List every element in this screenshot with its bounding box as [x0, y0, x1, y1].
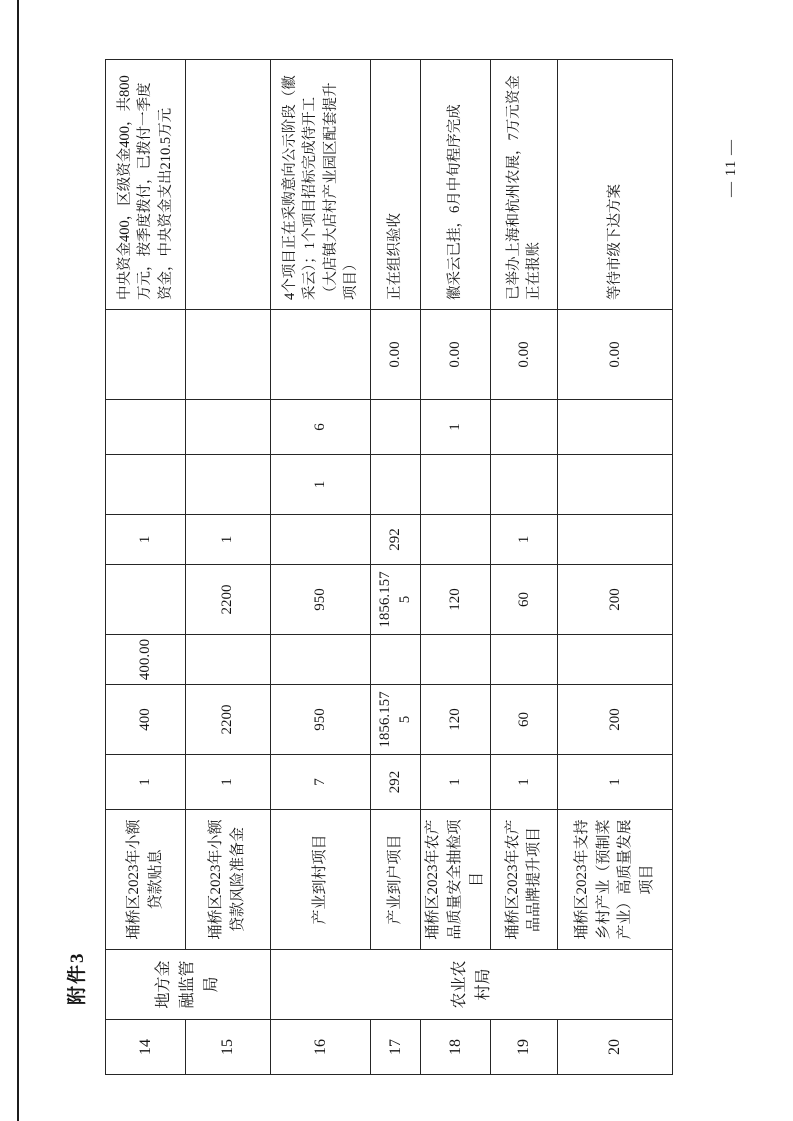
cell-value	[421, 455, 491, 515]
cell-value: 1	[491, 755, 558, 810]
cell-seq: 19	[491, 1020, 558, 1075]
cell-value	[106, 455, 186, 515]
cell-value: 1	[558, 755, 673, 810]
cell-project-name: 埇桥区2023年小额贷款风险准备金	[186, 810, 271, 950]
table-row	[371, 60, 421, 1075]
cell-value: 200	[558, 685, 673, 755]
cell-value	[106, 565, 186, 635]
cell-value: 1	[271, 455, 371, 515]
cell-value: 1	[186, 755, 271, 810]
cell-value	[371, 455, 421, 515]
cell-value: 400	[106, 685, 186, 755]
table-row	[558, 60, 673, 1075]
cell-seq: 15	[186, 1020, 271, 1075]
cell-value: 950	[271, 685, 371, 755]
cell-value: 292	[371, 515, 421, 565]
cell-value	[106, 310, 186, 400]
cell-remark: 中央资金400，区级资金400，共800万元，按季度拨付，已拨付一季度资金，中央资金支出210.5万元	[106, 60, 186, 310]
cell-value: 0.00	[421, 310, 491, 400]
cell-value	[186, 635, 271, 685]
cell-value: 200	[558, 565, 673, 635]
cell-value	[371, 400, 421, 455]
cell-remark: 徽采云已挂，6月中旬程序完成	[421, 60, 491, 310]
cell-value	[558, 400, 673, 455]
cell-value	[491, 400, 558, 455]
cell-value: 60	[491, 685, 558, 755]
cell-value: 120	[421, 565, 491, 635]
cell-value	[421, 515, 491, 565]
table-row	[186, 60, 271, 1075]
table-row	[421, 60, 491, 1075]
cell-seq: 14	[106, 1020, 186, 1075]
scan-edge-artifact	[17, 0, 19, 1121]
cell-value	[271, 515, 371, 565]
cell-value: 6	[271, 400, 371, 455]
cell-value	[491, 455, 558, 515]
cell-value	[371, 635, 421, 685]
cell-project-name: 埇桥区2023年小额贷款贴息	[106, 810, 186, 950]
cell-value: 1	[106, 515, 186, 565]
cell-value	[558, 455, 673, 515]
cell-value	[186, 310, 271, 400]
attachment-label: 附件3	[67, 951, 88, 1005]
cell-project-name: 埇桥区2023年农产品品牌提升项目	[491, 810, 558, 950]
cell-value: 1	[491, 515, 558, 565]
cell-value: 2200	[186, 565, 271, 635]
cell-department: 地方金融监管局	[106, 950, 271, 1020]
cell-value: 120	[421, 685, 491, 755]
cell-value	[186, 455, 271, 515]
cell-value	[558, 635, 673, 685]
cell-value	[491, 635, 558, 685]
cell-seq: 16	[271, 1020, 371, 1075]
cell-value: 400.00	[106, 635, 186, 685]
cell-project-name: 产业到户项目	[371, 810, 421, 950]
cell-value: 0.00	[491, 310, 558, 400]
cell-value: 1	[106, 755, 186, 810]
table-row	[106, 60, 186, 1075]
rotated-content	[60, 55, 760, 1075]
cell-remark: 正在组织验收	[371, 60, 421, 310]
cell-value	[106, 400, 186, 455]
cell-value: 1	[421, 400, 491, 455]
cell-remark	[186, 60, 271, 310]
cell-seq: 20	[558, 1020, 673, 1075]
table-row	[271, 60, 371, 1075]
page-number: — 11 —	[723, 139, 739, 197]
cell-remark: 等待市级下达方案	[558, 60, 673, 310]
cell-remark: 4个项目正在采购意向公示阶段（徽采云）；1个项目招标完成待开工（大店镇大店村产业园区配套提升项目）	[271, 60, 371, 310]
cell-value: 2200	[186, 685, 271, 755]
cell-remark: 已举办上海和杭州农展，7万元资金正在报账	[491, 60, 558, 310]
cell-value: 60	[491, 565, 558, 635]
cell-value: 1	[421, 755, 491, 810]
projects-table	[105, 59, 673, 1075]
cell-project-name: 埇桥区2023年农产品质量安全抽检项目	[421, 810, 491, 950]
cell-value	[421, 635, 491, 685]
cell-seq: 17	[371, 1020, 421, 1075]
cell-project-name: 产业到村项目	[271, 810, 371, 950]
cell-project-name: 埇桥区2023年支持乡村产业（预制菜产业）高质量发展项目	[558, 810, 673, 950]
cell-value: 1856.1575	[371, 565, 421, 635]
cell-value	[558, 515, 673, 565]
cell-value: 292	[371, 755, 421, 810]
cell-value	[186, 400, 271, 455]
cell-value: 1	[186, 515, 271, 565]
cell-value: 1856.1575	[371, 685, 421, 755]
cell-value: 0.00	[371, 310, 421, 400]
cell-value	[271, 310, 371, 400]
cell-seq: 18	[421, 1020, 491, 1075]
cell-value: 7	[271, 755, 371, 810]
table-row	[491, 60, 558, 1075]
cell-value: 0.00	[558, 310, 673, 400]
cell-value: 950	[271, 565, 371, 635]
cell-value	[271, 635, 371, 685]
cell-department: 农业农村局	[271, 950, 673, 1020]
